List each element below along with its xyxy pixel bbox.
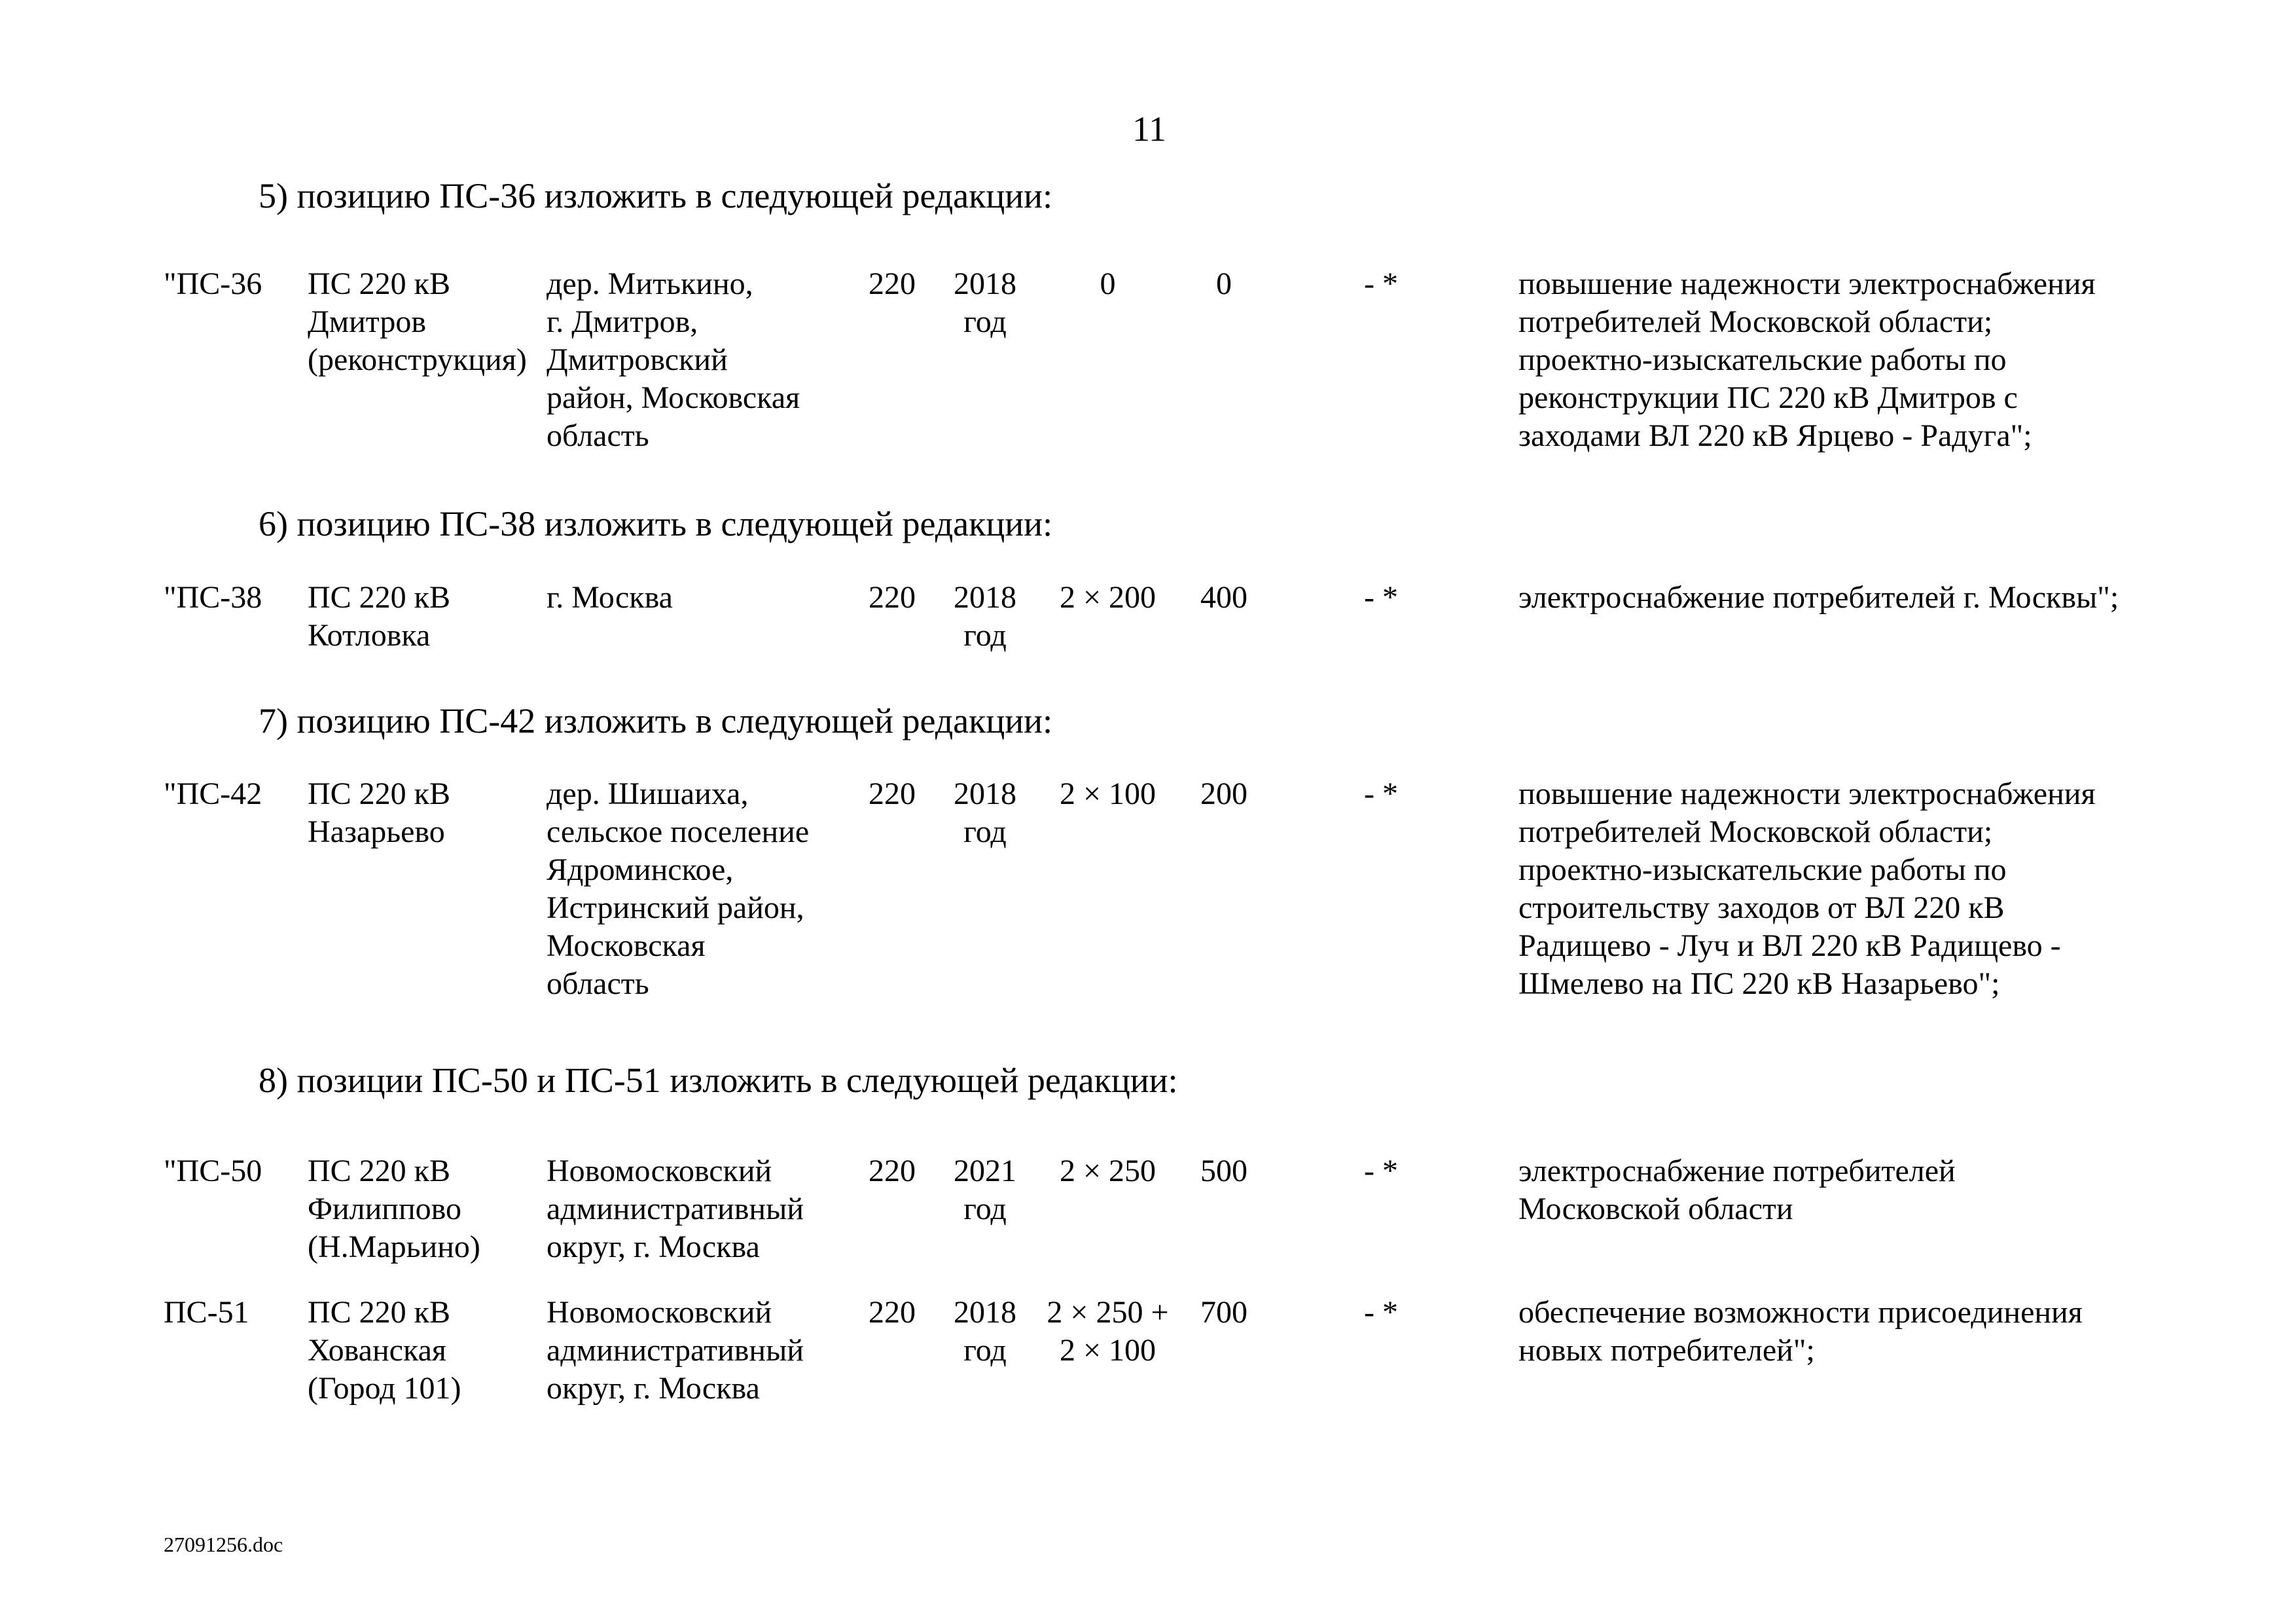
position-code: "ПС-38 bbox=[164, 580, 262, 615]
voltage: 220 bbox=[869, 266, 916, 301]
location: дер. Митькино, г. Дмитров, Дмитровский район, Московская область bbox=[547, 266, 800, 453]
total-power: 700 bbox=[1200, 1295, 1247, 1330]
total-power: 500 bbox=[1200, 1154, 1247, 1188]
year: 2018 год bbox=[954, 266, 1016, 339]
voltage: 220 bbox=[869, 776, 916, 811]
mark: - * bbox=[1364, 580, 1398, 615]
purpose: повышение надежности электроснабжения потребителей Московской области; проектно-изыскательские работы по строительству заходов от ВЛ 220 кВ Радищево - Луч и ВЛ 220 кВ Радищево - Шмелево на ПС 220 кВ Назарьево"; bbox=[1518, 776, 2096, 1001]
section-heading-7: 7) позицию ПС-42 изложить в следующей редакции: bbox=[259, 701, 1053, 740]
location: Новомосковский административный округ, г. Москва bbox=[547, 1154, 804, 1264]
total-power: 0 bbox=[1216, 266, 1232, 301]
location: дер. Шишаиха, сельское поселение Ядроминское, Истринский район, Московская область bbox=[547, 776, 810, 1001]
purpose: повышение надежности электроснабжения потребителей Московской области; проектно-изыскательские работы по реконструкции ПС 220 кВ Дмитров с заходами ВЛ 220 кВ Ярцево - Радуга"; bbox=[1518, 266, 2096, 453]
year: 2021 год bbox=[954, 1154, 1016, 1226]
power: 0 bbox=[1100, 266, 1116, 301]
voltage: 220 bbox=[869, 580, 916, 615]
mark: - * bbox=[1364, 776, 1398, 811]
purpose: электроснабжение потребителей Московской области bbox=[1518, 1154, 1956, 1226]
purpose: электроснабжение потребителей г. Москвы"; bbox=[1518, 580, 2119, 615]
location: г. Москва bbox=[547, 580, 673, 615]
total-power: 400 bbox=[1200, 580, 1247, 615]
substation-name: ПС 220 кВ Дмитров (реконструкция) bbox=[308, 266, 527, 377]
substation-name: ПС 220 кВ Назарьево bbox=[308, 776, 451, 849]
footer-filename: 27091256.doc bbox=[164, 1533, 283, 1556]
substation-name: ПС 220 кВ Филиппово (Н.Марьино) bbox=[308, 1154, 480, 1264]
mark: - * bbox=[1364, 1154, 1398, 1188]
position-code: ПС-51 bbox=[164, 1295, 249, 1330]
voltage: 220 bbox=[869, 1295, 916, 1330]
position-code: "ПС-50 bbox=[164, 1154, 262, 1188]
mark: - * bbox=[1364, 1295, 1398, 1330]
purpose: обеспечение возможности присоединения новых потребителей"; bbox=[1518, 1295, 2083, 1368]
location: Новомосковский административный округ, г. Москва bbox=[547, 1295, 804, 1406]
year: 2018 год bbox=[954, 580, 1016, 653]
page-number: 11 bbox=[1132, 109, 1166, 149]
section-heading-6: 6) позицию ПС-38 изложить в следующей редакции: bbox=[259, 504, 1053, 543]
year: 2018 год bbox=[954, 776, 1016, 849]
substation-name: ПС 220 кВ Котловка bbox=[308, 580, 451, 653]
power: 2 × 250 + 2 × 100 bbox=[1047, 1295, 1169, 1368]
position-code: "ПС-42 bbox=[164, 776, 262, 811]
power: 2 × 200 bbox=[1059, 580, 1157, 615]
year: 2018 год bbox=[954, 1295, 1016, 1368]
substation-name: ПС 220 кВ Хованская (Город 101) bbox=[308, 1295, 461, 1406]
power: 2 × 100 bbox=[1059, 776, 1157, 811]
power: 2 × 250 bbox=[1059, 1154, 1157, 1188]
section-heading-5: 5) позицию ПС-36 изложить в следующей редакции: bbox=[259, 176, 1053, 215]
voltage: 220 bbox=[869, 1154, 916, 1188]
position-code: "ПС-36 bbox=[164, 266, 262, 301]
mark: - * bbox=[1364, 266, 1398, 301]
section-heading-8: 8) позиции ПС-50 и ПС-51 изложить в следующей редакции: bbox=[259, 1061, 1178, 1100]
total-power: 200 bbox=[1200, 776, 1247, 811]
